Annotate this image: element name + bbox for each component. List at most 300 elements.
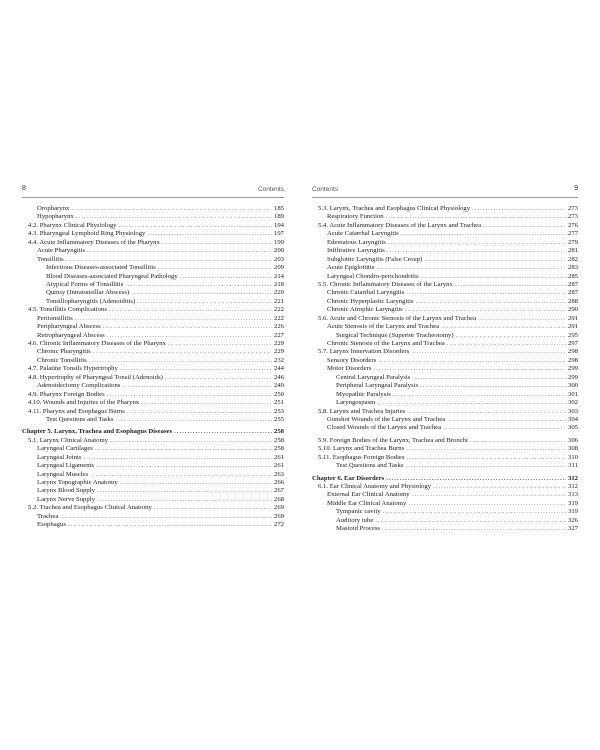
toc-dot-leader (478, 315, 566, 323)
toc-entry-title: Edematous Laryngitis (327, 238, 386, 246)
toc-entry-page: 302 (567, 399, 578, 407)
toc-entry (22, 230, 284, 238)
toc-entry (22, 454, 284, 462)
toc-entry-page: 229 (273, 348, 284, 356)
toc-entry-page: 313 (567, 491, 578, 499)
toc-entry-page: 258 (273, 436, 284, 444)
toc-chapter-entry (22, 428, 284, 436)
toc-dot-leader (180, 273, 272, 281)
toc-dot-leader (115, 416, 271, 424)
toc-entry-page: 291 (567, 314, 578, 322)
toc-dot-leader (109, 306, 272, 314)
toc-entry (22, 306, 284, 314)
toc-entry (312, 399, 578, 407)
toc-entry-title: Acute Epiglottitis (327, 264, 375, 272)
toc-dot-leader (373, 365, 566, 373)
toc-entry-title: Laryngeal Chondro-perichondritis (327, 272, 419, 280)
toc-entry-title: 5.2. Trachea and Esophagus Clinical Anatomy (28, 504, 152, 512)
toc-dot-leader (89, 357, 272, 365)
toc-entry (22, 205, 284, 213)
toc-entry (22, 281, 284, 289)
toc-entry-title: 4.3. Pharyngeal Lymphoid Ring Physiology (28, 230, 146, 238)
toc-entry-title: Trachea (37, 512, 59, 520)
toc-entry-page: 311 (568, 462, 578, 470)
toc-dot-leader (83, 454, 272, 462)
toc-entry-page: 276 (567, 221, 578, 229)
toc-entry-title: Laryngeal Muscles (37, 470, 89, 478)
toc-entry-page: 281 (567, 247, 578, 255)
toc-entry-title: Larynx Nerve Supply (37, 495, 95, 503)
toc-entry-title: Chronic Stenosis of the Larynx and Trachea (327, 340, 445, 347)
toc-entry-title: Chronic Hyperplastic Laryngitis (327, 297, 414, 305)
toc-entry (22, 298, 284, 306)
toc-entry-title: Subglottic Laryngitis (False Croup) (327, 255, 423, 263)
left-page (22, 185, 284, 585)
toc-dot-leader (110, 437, 272, 445)
toc-entry (312, 340, 578, 348)
toc-entry-title: 5.6. Acute and Chronic Stenosis of the Larynx and Trachea (318, 314, 477, 322)
toc-dot-leader (424, 256, 566, 264)
toc-entry-title: 4.2. Pharynx Clinical Physiology (28, 221, 117, 229)
toc-entry-page: 197 (273, 230, 284, 238)
toc-entry (312, 323, 578, 331)
toc-dot-leader (60, 513, 272, 521)
toc-entry-page: 279 (567, 238, 578, 246)
toc-entry-page: 227 (273, 331, 284, 339)
toc-entry-title: Larynx Blood Supply (37, 487, 95, 495)
toc-dot-leader (147, 230, 272, 238)
toc-dot-leader (411, 348, 566, 356)
toc-entry-page: 273 (567, 213, 578, 221)
toc-entry-page: 282 (567, 255, 578, 263)
toc-entry (312, 281, 578, 289)
toc-entry (312, 500, 578, 508)
toc-entry-page: 287 (567, 289, 578, 297)
toc-entry (312, 205, 578, 213)
toc-dot-leader (456, 332, 566, 340)
toc-entry-title: Chronic Atrophic Laryngitis (327, 306, 403, 314)
toc-entry (22, 462, 284, 470)
toc-entry-page: 214 (273, 272, 284, 280)
toc-entry-page: 303 (567, 407, 578, 415)
toc-entry-page: 327 (567, 525, 578, 533)
toc-entry (312, 348, 578, 356)
toc-dot-leader (376, 264, 566, 272)
toc-dot-leader (107, 391, 272, 399)
toc-entry (22, 445, 284, 453)
toc-dot-leader (154, 504, 272, 512)
toc-entry-title: 4.4. Acute Inflammatory Diseases of the Pharynx (28, 238, 160, 246)
toc-entry-page: 218 (273, 280, 284, 288)
toc-entry-title: 4.5. Tonsillitis Complications (28, 306, 107, 314)
toc-dot-leader (412, 491, 566, 499)
toc-dot-leader (378, 357, 566, 365)
toc-entry (22, 408, 284, 416)
toc-entry-title: 5.9. Foreign Bodies of the Larynx, Trachea and Bronchi (318, 436, 468, 444)
toc-entry-title: Esophagus (37, 521, 66, 529)
toc-entry (312, 462, 578, 470)
toc-dot-leader (162, 239, 272, 247)
toc-entry (22, 256, 284, 264)
toc-dot-leader (165, 374, 272, 382)
toc-entry (22, 496, 284, 504)
toc-dot-leader (103, 323, 272, 331)
toc-entry (312, 517, 578, 525)
toc-entry-page: 263 (273, 470, 284, 478)
toc-dot-leader (393, 391, 566, 399)
toc-entry (312, 256, 578, 264)
toc-entry (22, 521, 284, 529)
toc-dot-leader (387, 247, 566, 255)
toc-entry-page: 326 (567, 516, 578, 524)
toc-entry-title: Laryngeal Joints (37, 453, 82, 461)
toc-entry-title: 6.1. Ear Clinical Anatomy and Physiology (318, 483, 432, 490)
toc-entry-page: 222 (273, 314, 284, 322)
toc-dot-leader (122, 382, 272, 390)
toc-dot-leader (416, 298, 566, 306)
toc-entry-page: 295 (567, 331, 578, 339)
toc-dot-leader (407, 408, 566, 416)
right-page-header (312, 185, 578, 198)
toc-entry (312, 391, 578, 399)
toc-entry-page: 221 (273, 297, 284, 305)
toc-entry-title: Acute Catarrhal Laryngitis (327, 230, 399, 238)
toc-entry-page: 232 (273, 356, 284, 364)
toc-entry-page: 209 (273, 264, 284, 272)
toc-dot-leader (96, 462, 272, 470)
toc-entry-title: 4.8. Hypertrophy of Pharyngeal Tonsil (Adenoids) (28, 373, 163, 381)
toc-entry-title: Retropharyngeal Abscess (37, 331, 105, 339)
toc-entry (312, 298, 578, 306)
toc-dot-leader (447, 340, 566, 348)
left-page-header (22, 185, 284, 198)
toc-dot-leader (66, 256, 272, 264)
toc-entry-page: 229 (273, 340, 284, 347)
toc-entry-page: 290 (567, 306, 578, 314)
left-page-running-title: Contents (257, 186, 284, 193)
toc-dot-leader (141, 399, 272, 407)
toc-dot-leader (120, 365, 272, 373)
toc-entry-page: 298 (567, 356, 578, 364)
toc-entry-title: 4.11. Pharynx and Esophagus Burns (28, 407, 125, 415)
toc-dot-leader (386, 475, 566, 483)
toc-entry-title: Central Laryngeal Paralysis (336, 373, 411, 381)
toc-entry (312, 222, 578, 230)
toc-entry-page: 268 (273, 495, 284, 503)
toc-entry (22, 323, 284, 331)
toc-entry-title: Mastoid Process (336, 525, 381, 533)
toc-entry-title: Chapter 5. Larynx, Trachea and Esophagus Diseases (22, 428, 173, 436)
toc-dot-leader (76, 213, 272, 221)
toc-entry-title: Motor Disorders (327, 365, 372, 373)
toc-entry-title: Chronic Catarrhal Laryngitis (327, 289, 405, 297)
toc-entry (312, 306, 578, 314)
toc-entry-title: Hypopharynx (37, 213, 74, 221)
toc-entry-title: Chronic Pharyngitis (37, 348, 91, 356)
toc-dot-leader (68, 521, 272, 529)
toc-dot-leader (472, 205, 566, 213)
toc-entry-page: 266 (273, 479, 284, 486)
toc-entry-page: 244 (273, 365, 284, 373)
toc-dot-leader (405, 306, 566, 314)
toc-entry (22, 374, 284, 382)
toc-entry (22, 382, 284, 390)
toc-entry-title: Acute Pharyngitis (37, 247, 86, 255)
toc-entry-title: 5.5. Chronic Inflammatory Diseases of the Larynx (318, 280, 453, 288)
toc-entry-page: 304 (567, 415, 578, 423)
left-page-number: 8 (22, 185, 26, 192)
toc-entry (312, 264, 578, 272)
toc-entry (312, 424, 578, 432)
toc-dot-leader (408, 500, 566, 508)
toc-entry-page: 287 (567, 280, 578, 288)
toc-entry-title: Auditory tube (336, 516, 374, 524)
toc-entry-title: Peripheral Laryngeal Paralysis (336, 382, 419, 390)
toc-dot-leader (382, 525, 566, 533)
toc-dot-leader (119, 222, 272, 230)
toc-entry (312, 239, 578, 247)
toc-entry-title: Larynx Topographic Anatomy (37, 479, 118, 486)
toc-entry (312, 213, 578, 221)
toc-dot-leader (125, 281, 272, 289)
toc-dot-leader (97, 496, 272, 504)
toc-entry-title: Closed Wounds of the Larynx and Trachea (327, 424, 442, 432)
toc-entry (312, 230, 578, 238)
toc-entry-title: Myopathic Paralysis (336, 390, 391, 398)
toc-dot-leader (407, 454, 566, 462)
toc-dot-leader (377, 399, 566, 407)
toc-entry (312, 357, 578, 365)
toc-entry-title: 5.11. Esophagus Foreign Bodies (318, 453, 405, 461)
toc-entry-page: 319 (567, 508, 578, 516)
toc-dot-leader (168, 340, 272, 348)
toc-entry-page: 261 (273, 462, 284, 470)
toc-entry-title: Chronic Tonsillitis (37, 356, 87, 364)
toc-dot-leader (443, 424, 566, 432)
toc-entry-page: 291 (567, 323, 578, 331)
toc-entry (22, 357, 284, 365)
toc-entry-title: 5.4. Acute Inflammatory Diseases of the Larynx and Trachea (318, 221, 482, 229)
toc-entry (22, 471, 284, 479)
toc-dot-leader (127, 408, 272, 416)
toc-entry-page: 269 (273, 504, 284, 512)
toc-entry-title: 4.9. Pharynx Foreign Bodies (28, 390, 105, 398)
toc-entry (22, 273, 284, 281)
toc-entry-page: 312 (567, 474, 578, 482)
toc-entry-page: 319 (567, 499, 578, 507)
toc-entry-page: 269 (273, 512, 284, 520)
toc-entry-title: Quinsy (Intratonsillar Abscess) (46, 289, 130, 297)
toc-entry (312, 437, 578, 445)
toc-dot-leader (95, 445, 272, 453)
toc-entry-page: 220 (273, 289, 284, 297)
toc-entry-page: 288 (567, 297, 578, 305)
toc-entry-title: Gunshot Wounds of the Larynx and Trachea (327, 415, 446, 423)
toc-chapter-entry (312, 475, 578, 483)
toc-entry-page: 273 (567, 205, 578, 212)
toc-entry-page: 299 (567, 365, 578, 373)
toc-entry-page: 305 (567, 424, 578, 432)
right-page-number: 9 (574, 185, 578, 192)
toc-dot-leader (447, 416, 566, 424)
toc-entry-page: 283 (567, 264, 578, 272)
toc-dot-leader (137, 298, 272, 306)
toc-entry (22, 479, 284, 487)
toc-entry-title: 4.10. Wounds and Injuries of the Pharynx (28, 399, 140, 407)
toc-entry (22, 365, 284, 373)
toc-entry-title: Infectious Diseases-associated Tonsillitis (46, 264, 156, 272)
toc-entry-page: 222 (273, 306, 284, 314)
toc-dot-leader (90, 471, 272, 479)
toc-dot-leader (421, 273, 566, 281)
toc-entry-title: 4.7. Palatine Tonsils Hypertrophy (28, 365, 118, 373)
toc-dot-leader (401, 230, 566, 238)
toc-entry-title: Chapter 6. Ear Disorders (312, 474, 385, 482)
toc-entry (312, 445, 578, 453)
toc-entry (22, 315, 284, 323)
toc-entry-page: 306 (567, 436, 578, 444)
toc-entry-page: 285 (567, 272, 578, 280)
toc-dot-leader (383, 508, 566, 516)
toc-entry-title: Infiltrative Laryngitis (327, 247, 385, 255)
toc-dot-leader (433, 483, 566, 491)
toc-entry-title: 5.1. Larynx Clinical Anatomy (28, 436, 109, 444)
toc-entry-page: 189 (273, 213, 284, 221)
toc-entry-title: 4.6. Chronic Inflammatory Diseases of the Pharynx (28, 340, 166, 347)
toc-entry-title: Middle Ear Clinical Anatomy (327, 499, 407, 507)
toc-entry (312, 416, 578, 424)
toc-entry (22, 340, 284, 348)
toc-entry (312, 382, 578, 390)
toc-entry-title: Peritonsillitis (37, 314, 73, 322)
toc-entry-page: 200 (273, 247, 284, 255)
toc-dot-leader (93, 348, 272, 356)
toc-entry-page: 251 (273, 399, 284, 407)
toc-dot-leader (120, 479, 272, 487)
toc-entry-page: 298 (567, 348, 578, 356)
toc-entry-title: Surgical Technique (Superior Tracheotomy) (336, 331, 454, 339)
toc-dot-leader (131, 289, 272, 297)
toc-entry (22, 513, 284, 521)
toc-entry (22, 348, 284, 356)
toc-entry-title: External Ear Clinical Anatomy (327, 491, 410, 499)
toc-dot-leader (97, 487, 272, 495)
right-page-running-title: Contents (312, 186, 339, 193)
toc-entry-title: Acute Stenosis of the Larynx and Trachea (327, 323, 440, 331)
toc-entry (312, 247, 578, 255)
toc-entry (22, 437, 284, 445)
toc-entry-title: 5.10. Larynx and Trachea Burns (318, 445, 405, 453)
toc-dot-leader (158, 264, 272, 272)
right-toc-list (312, 205, 578, 534)
toc-entry-title: Atypical Forms of Tonsillitis (46, 280, 124, 288)
toc-entry-title: Oropharynx (37, 205, 70, 212)
toc-entry-page: 255 (273, 415, 284, 423)
toc-entry-page: 267 (273, 487, 284, 495)
toc-entry-page: 310 (567, 453, 578, 461)
toc-entry-title: Adenoidectomy Complications (37, 382, 121, 390)
toc-entry-title: Tonsillopharyngitis (Adenoiditis) (46, 297, 136, 305)
toc-entry (312, 332, 578, 340)
toc-entry-page: 249 (273, 382, 284, 390)
toc-entry-page: 297 (567, 340, 578, 347)
toc-entry-title: 5.8. Larynx and Trachea Injuries (318, 407, 406, 415)
toc-dot-leader (386, 213, 566, 221)
toc-dot-leader (405, 462, 566, 470)
toc-dot-leader (441, 323, 566, 331)
toc-entry (22, 289, 284, 297)
toc-entry-title: Laryngospasm (336, 399, 376, 407)
toc-dot-leader (420, 382, 566, 390)
toc-entry (22, 332, 284, 340)
toc-entry-title: Laryngeal Cartilages (37, 445, 93, 453)
toc-entry (312, 273, 578, 281)
toc-entry-title: Sensory Disorders (327, 356, 377, 364)
toc-dot-leader (388, 239, 566, 247)
toc-entry (22, 504, 284, 512)
toc-entry-page: 258 (273, 428, 284, 436)
toc-entry (22, 213, 284, 221)
toc-entry (312, 508, 578, 516)
toc-dot-leader (71, 205, 272, 213)
toc-entry-page: 246 (273, 373, 284, 381)
toc-entry-page: 253 (273, 407, 284, 415)
toc-entry (312, 365, 578, 373)
toc-entry-page: 199 (273, 238, 284, 246)
toc-dot-leader (375, 517, 566, 525)
toc-entry-page: 261 (273, 453, 284, 461)
toc-entry (22, 416, 284, 424)
toc-dot-leader (483, 222, 566, 230)
right-page (312, 185, 578, 585)
toc-entry-title: 5.7. Larynx Innervation Disorders (318, 348, 410, 356)
toc-dot-leader (406, 445, 566, 453)
toc-entry (312, 408, 578, 416)
toc-entry-page: 300 (567, 382, 578, 390)
toc-entry-page: 312 (567, 483, 578, 490)
toc-entry (312, 525, 578, 533)
toc-entry-title: Test Questions and Tasks (336, 462, 404, 470)
toc-entry (312, 454, 578, 462)
toc-entry-page: 277 (567, 230, 578, 238)
toc-entry (312, 491, 578, 499)
toc-entry (22, 264, 284, 272)
toc-dot-leader (174, 428, 272, 436)
toc-entry-page: 272 (273, 521, 284, 529)
toc-dot-leader (412, 374, 566, 382)
toc-entry-title: Tonsillitis (37, 255, 64, 263)
toc-entry-page: 194 (273, 221, 284, 229)
toc-entry-page: 301 (567, 390, 578, 398)
toc-entry (312, 315, 578, 323)
toc-dot-leader (455, 281, 566, 289)
toc-entry-page: 258 (273, 445, 284, 453)
toc-entry-title: 5.3. Larynx, Trachea and Esophagus Clinical Physiology (318, 205, 471, 212)
toc-entry-title: Peripharyngeal Abscess (37, 323, 101, 331)
toc-entry (22, 222, 284, 230)
toc-entry-page: 203 (273, 255, 284, 263)
toc-dot-leader (107, 332, 272, 340)
toc-dot-leader (406, 289, 566, 297)
toc-entry-title: Blood Diseases-associated Pharyngeal Pathology (46, 272, 178, 280)
toc-entry-title: Tympanic cavity (336, 508, 381, 516)
toc-entry (22, 239, 284, 247)
toc-entry-title: Laryngeal Ligaments (37, 462, 95, 470)
toc-entry (312, 374, 578, 382)
left-toc-list (22, 205, 284, 530)
toc-entry-title: Respiratory Function (327, 213, 384, 221)
toc-entry-page: 250 (273, 390, 284, 398)
